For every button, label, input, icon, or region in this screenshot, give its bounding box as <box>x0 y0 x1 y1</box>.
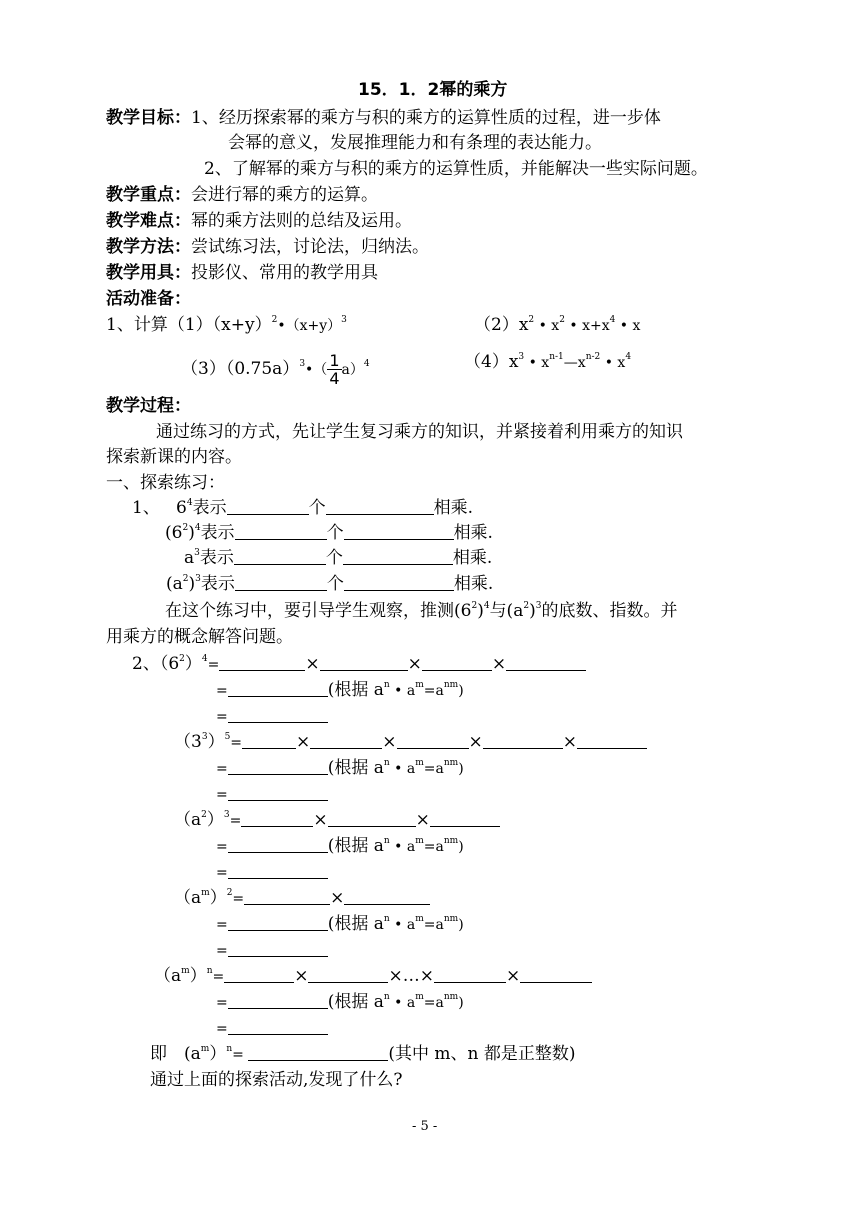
exercise-2-row-5: $(a^m)^n=$ × ×…× × <box>154 966 592 987</box>
fraction-denominator: 4 <box>329 369 340 388</box>
answer-blank[interactable] <box>434 967 506 983</box>
prep-label: 活动准备： <box>106 289 191 309</box>
prep-p4-text: （4）x <box>464 352 519 372</box>
tools-text: 投影仪、常用的教学用具 <box>191 263 378 283</box>
exercise-2-row-2: $(3^3)^5=$ × × × × <box>174 732 647 753</box>
q2-number: 2、 <box>132 654 160 674</box>
method <box>106 237 429 257</box>
answer-blank[interactable] <box>344 575 454 591</box>
answer-blank[interactable] <box>228 785 328 801</box>
page-number: - 5 - <box>412 1119 438 1134</box>
ge-text: 个 <box>326 574 344 594</box>
answer-blank[interactable] <box>397 733 469 749</box>
objective-1-continued: 会幂的意义，发展推理能力和有条理的表达能力。 <box>228 133 602 153</box>
prep-problem-1: 1、计算$(1)(x+y)^2•(x+y)^3$ <box>106 315 347 335</box>
process-label: 教学过程： <box>106 396 191 416</box>
exercise-2-result-row: = <box>216 706 328 727</box>
answer-blank[interactable] <box>228 1019 328 1035</box>
objectives-line-1 <box>106 108 661 128</box>
answer-blank[interactable] <box>228 941 328 957</box>
answer-blank[interactable] <box>310 733 382 749</box>
discovery-question: 通过上面的探索活动,发现了什么? <box>150 1070 403 1090</box>
show-text: 表示 <box>200 523 235 543</box>
prep-p1-text: 1、计算（1）（x+y） <box>106 315 272 335</box>
method-label: 教学方法： <box>106 237 191 257</box>
exercise-1-row-1: 1、 $6^4$表示 个 相乘. <box>132 498 473 518</box>
exercise-2-result-row: = <box>216 940 328 961</box>
answer-blank[interactable] <box>228 863 328 879</box>
answer-blank[interactable] <box>577 733 647 749</box>
answer-blank[interactable] <box>227 499 309 515</box>
ge-text: 个 <box>308 498 326 518</box>
prep-problem-2: $(2)x^2$ • $x^2$ • $x+x^4$ • x <box>474 315 641 335</box>
key-point-label: 教学重点： <box>106 185 191 205</box>
difficulty <box>106 211 412 231</box>
section-1-heading: 一、探索练习： <box>106 473 225 493</box>
conclusion-note: (其中 m、n 都是正整数) <box>388 1044 576 1064</box>
answer-blank[interactable] <box>234 549 326 565</box>
exercise-1-row-2: $(6^2)^4$表示 个 相乘. <box>165 523 493 543</box>
prep-p3-text: （3）（0.75a） <box>181 359 300 379</box>
answer-blank[interactable] <box>235 524 327 540</box>
show-text: 表示 <box>192 498 227 518</box>
answer-blank[interactable] <box>506 655 586 671</box>
key-point-text: 会进行幂的乘方的运算。 <box>191 185 378 205</box>
objective-1-text: 1、经历探索幂的乘方与积的乘方的运算性质的过程，进一步体 <box>191 108 661 128</box>
difficulty-label: 教学难点： <box>106 211 191 231</box>
prep-problem-4: $(4)x^3$ • $x^{n-1}—x^{n-2}$ • $x^4$ <box>464 352 632 372</box>
show-text: 表示 <box>199 548 234 568</box>
exercise-2-rule-row: = (根据 $a^n$ • $a^m=a^{nm}$) <box>216 992 464 1012</box>
answer-blank[interactable] <box>235 575 327 591</box>
guide-line-2: 用乘方的概念解答问题。 <box>106 627 293 647</box>
guide-text-c: 的底数、指数。并 <box>541 601 678 621</box>
exercise-2-result-row: = <box>216 784 328 805</box>
answer-blank[interactable] <box>328 811 416 827</box>
by-rule-text: (根据 a <box>327 758 384 778</box>
by-rule-text: (根据 a <box>327 836 384 856</box>
objectives-label: 教学目标： <box>106 108 191 128</box>
answer-blank[interactable] <box>344 889 430 905</box>
answer-blank[interactable] <box>219 655 305 671</box>
show-text: 表示 <box>200 574 235 594</box>
answer-blank[interactable] <box>326 499 434 515</box>
answer-blank[interactable] <box>224 967 294 983</box>
answer-blank[interactable] <box>228 681 328 697</box>
answer-blank[interactable] <box>228 759 328 775</box>
difficulty-text: 幂的乘方法则的总结及运用。 <box>191 211 412 231</box>
exercise-1-row-4: $(a^2)^3$表示 个 相乘. <box>166 574 494 594</box>
answer-blank[interactable] <box>308 967 388 983</box>
objective-2: 2、了解幂的乘方与积的乘方的运算性质，并能解决一些实际问题。 <box>204 159 708 179</box>
exercise-2-rule-row: = (根据 $a^n$ • $a^m=a^{nm}$) <box>216 914 464 934</box>
multiply-text: 相乘. <box>453 523 493 543</box>
conclusion-line: 即 $(a^m)^n=$ (其中 m、n 都是正整数) <box>150 1044 576 1064</box>
answer-blank[interactable] <box>483 733 563 749</box>
ge-text: 个 <box>325 548 343 568</box>
fraction-numerator: 1 <box>329 351 340 370</box>
answer-blank[interactable] <box>248 1045 388 1061</box>
ge-text: 个 <box>326 523 344 543</box>
exercise-2-row-3: $(a^2)^3=$ × × <box>174 810 500 831</box>
conclusion-prefix: 即 (a <box>150 1044 201 1064</box>
exercise-1-row-3: $a^3$表示 个 相乘. <box>184 548 493 568</box>
exercise-2-rule-row: = (根据 $a^n$ • $a^m=a^{nm}$) <box>216 836 464 856</box>
method-text: 尝试练习法，讨论法，归纳法。 <box>191 237 429 257</box>
answer-blank[interactable] <box>228 993 328 1009</box>
answer-blank[interactable] <box>520 967 592 983</box>
exercise-2-rule-row: = (根据 $a^n$ • $a^m=a^{nm}$) <box>216 680 464 700</box>
guide-text-a: 在这个练习中，要引导学生观察，推测(6 <box>165 601 472 621</box>
prep-p2-text: （2）x <box>474 315 529 335</box>
exercise-2-rule-row: = (根据 $a^n$ • $a^m=a^{nm}$) <box>216 758 464 778</box>
exercise-2-row-1: 2、$(6^2)^4=$ × × × <box>132 654 586 675</box>
answer-blank[interactable] <box>228 837 328 853</box>
tools-label: 教学用具： <box>106 263 191 283</box>
exercise-2-result-row: = <box>216 862 328 883</box>
guide-text-b: 与(a <box>489 601 524 621</box>
multiply-text: 相乘. <box>433 498 473 518</box>
exercise-2-result-row: = <box>216 1018 328 1039</box>
answer-blank[interactable] <box>244 889 330 905</box>
fraction-one-quarter <box>327 352 341 387</box>
multiply-text: 相乘. <box>452 548 493 568</box>
answer-blank[interactable] <box>228 707 328 723</box>
answer-blank[interactable] <box>320 655 408 671</box>
tools <box>106 263 378 283</box>
process-intro-line-2: 探索新课的内容。 <box>106 447 242 467</box>
prep-problem-3: $(3)(0.75a)^3•$（ $\frac{1}{4}$ a）$^4$ <box>181 351 370 388</box>
q1-number: 1、 <box>132 498 160 518</box>
answer-blank[interactable] <box>430 811 500 827</box>
process-intro-line-1: 通过练习的方式，先让学生复习乘方的知识，并紧接着利用乘方的知识 <box>156 422 683 442</box>
multiply-text: 相乘. <box>453 574 494 594</box>
guide-line-1: 在这个练习中，要引导学生观察，推测$(6^2)^4$与$(a^2)^3$的底数、指数。并 <box>165 601 678 621</box>
answer-blank[interactable] <box>242 733 296 749</box>
answer-blank[interactable] <box>343 549 453 565</box>
answer-blank[interactable] <box>241 811 313 827</box>
by-rule-text: (根据 a <box>327 914 384 934</box>
answer-blank[interactable] <box>228 915 328 931</box>
exercise-2-row-4: $(a^m)^2=$ × <box>174 888 430 909</box>
key-point <box>106 185 378 205</box>
answer-blank[interactable] <box>422 655 492 671</box>
by-rule-text: (根据 a <box>327 992 384 1012</box>
by-rule-text: (根据 a <box>327 680 384 700</box>
page-title: 15．1．2幂的乘方 <box>358 80 508 100</box>
answer-blank[interactable] <box>344 524 454 540</box>
